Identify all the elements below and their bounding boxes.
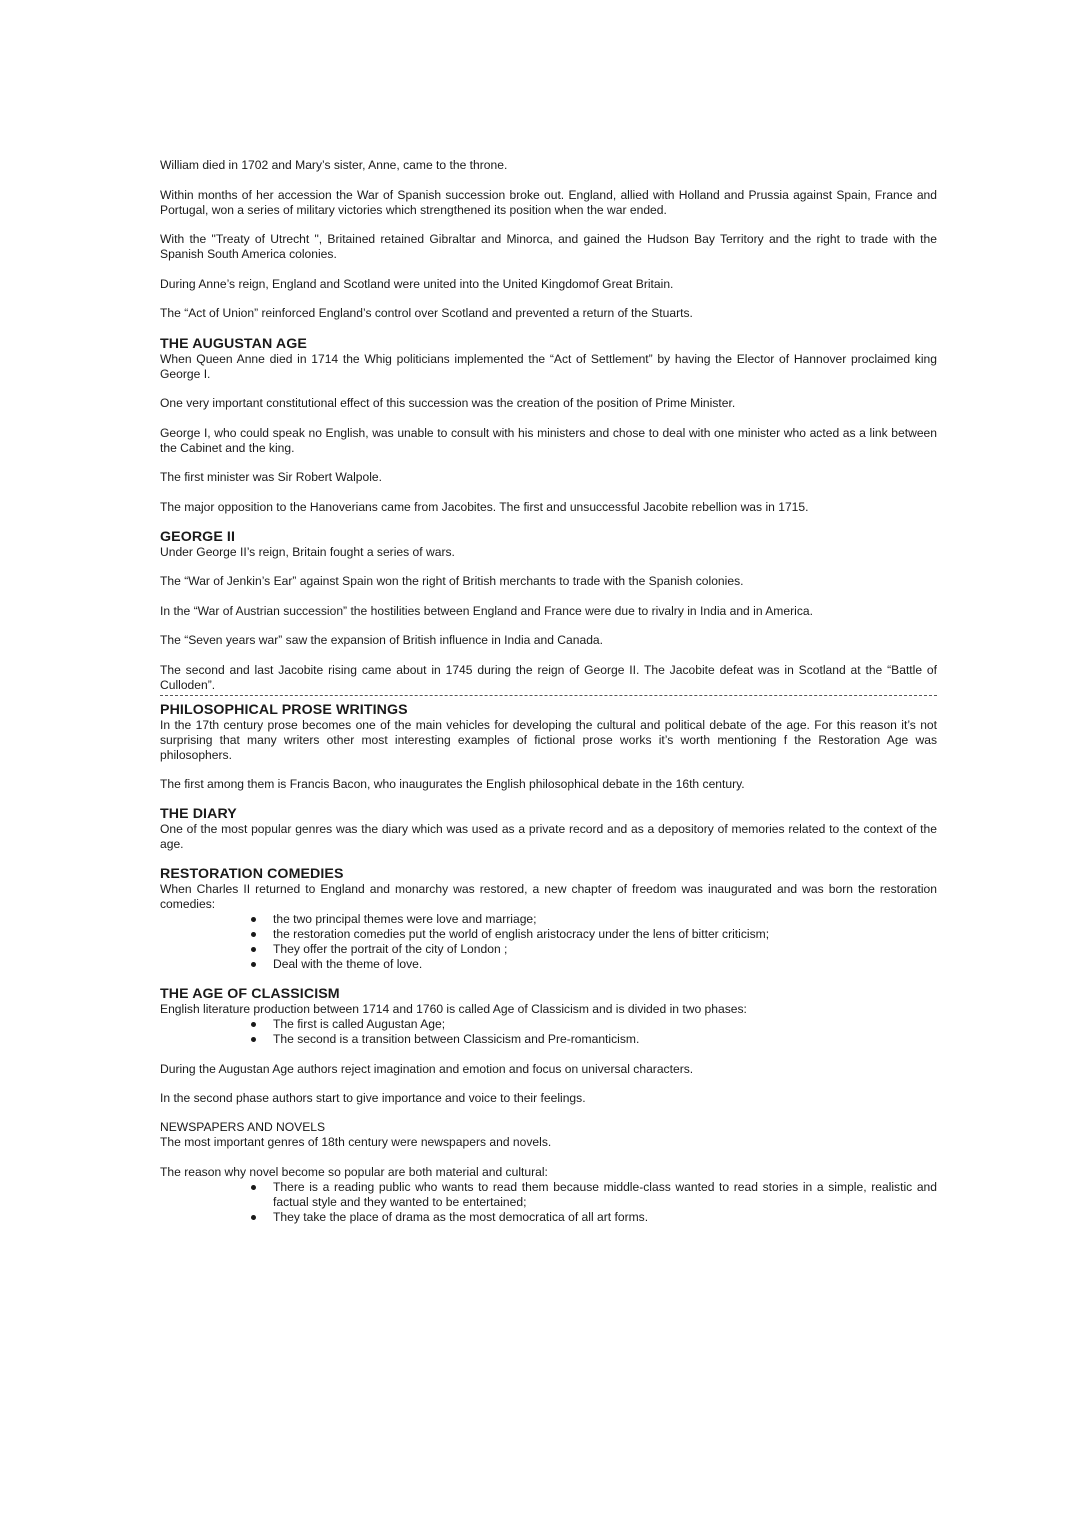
paragraph: The first among them is Francis Bacon, who inaugurates the English philosophical debate in the 16th century. (160, 777, 745, 791)
dashed-divider (160, 695, 937, 696)
paragraph: George I, who could speak no English, was unable to consult with his ministers and chose to deal with one minister who acted as a link between the Cabinet and the king. (160, 425, 937, 455)
list-item: They take the place of drama as the most democratica of all art forms. (273, 1210, 937, 1225)
section-heading: NEWSPAPERS AND NOVELS (160, 1120, 326, 1134)
paragraph: William died in 1702 and Mary’s sister, Anne, came to the throne. (160, 158, 508, 172)
section-diary (160, 806, 937, 852)
bullet-list (160, 1017, 937, 1047)
paragraph: The most important genres of 18th century were newspapers and novels. (160, 1135, 552, 1149)
paragraph: One very important constitutional effect of this succession was the creation of the position of Prime Minister. (160, 396, 736, 410)
list-item: the two principal themes were love and marriage; (273, 912, 937, 927)
section-heading: THE DIARY (160, 806, 237, 822)
paragraph: When Queen Anne died in 1714 the Whig politicians implemented the “Act of Settlement” by having the Elector of Hannover proclaimed king George I. (160, 351, 937, 381)
paragraph: The “Seven years war” saw the expansion of British influence in India and Canada. (160, 633, 604, 647)
paragraph: The second and last Jacobite rising came about in 1745 during the reign of George II. The Jacobite defeat was in Scotland at the “Battle of Culloden”. (160, 662, 937, 692)
paragraph: Within months of her accession the War of Spanish succession broke out. England, allied with Holland and Prussia against Spain, France and Portugal, won a series of military victories which strengthened its position when the war ended. (160, 187, 937, 217)
section-augustan-age (160, 336, 937, 515)
paragraph: The first minister was Sir Robert Walpole. (160, 470, 383, 484)
bullet-list (160, 1180, 937, 1225)
paragraph: One of the most popular genres was the diary which was used as a private record and as a depository of memories related to the context of the age. (160, 822, 937, 851)
paragraph: During the Augustan Age authors reject imagination and emotion and focus on universal characters. (160, 1061, 694, 1076)
section-philosophical-prose (160, 702, 937, 793)
paragraph: In the second phase authors start to give importance and voice to their feelings. (160, 1091, 586, 1105)
list-item: The second is a transition between Classicism and Pre-romanticism. (273, 1032, 937, 1047)
list-item: They offer the portrait of the city of London ; (273, 942, 937, 957)
section-restoration-comedies (160, 866, 937, 972)
paragraph: Under George II’s reign, Britain fought a series of wars. (160, 544, 455, 559)
section-heading: RESTORATION COMEDIES (160, 866, 344, 882)
paragraph: The major opposition to the Hanoverians came from Jacobites. The first and unsuccessful Jacobite rebellion was in 1715. (160, 499, 809, 514)
document-page (160, 158, 937, 1239)
list-item: Deal with the theme of love. (273, 957, 937, 972)
section-age-of-classicism (160, 986, 937, 1106)
paragraph: When Charles II returned to England and monarchy was restored, a new chapter of freedom was inaugurated and was born the restoration comedies: (160, 882, 937, 911)
section-heading: GEORGE II (160, 528, 236, 545)
paragraph: The reason why novel become so popular are both material and cultural: (160, 1164, 548, 1179)
section-george-ii (160, 529, 937, 693)
section-heading: THE AGE OF CLASSICISM (160, 986, 340, 1002)
paragraph: The “War of Jenkin’s Ear” against Spain won the right of British merchants to trade with the Spanish colonies. (160, 574, 744, 588)
paragraph: During Anne’s reign, England and Scotland were united into the United Kingdomof Great Britain. (160, 276, 674, 291)
section-heading: THE AUGUSTAN AGE (160, 335, 307, 352)
list-item: The first is called Augustan Age; (273, 1017, 937, 1032)
section-heading: PHILOSOPHICAL PROSE WRITINGS (160, 701, 408, 718)
section-newspapers-and-novels (160, 1120, 937, 1225)
paragraph: In the 17th century prose becomes one of the main vehicles for developing the cultural and political debate of the age. For this reason it’s not surprising that many writers other most interesting examples of fictional prose works it’s worth mentioning f the Restoration Age was philosophers. (160, 717, 937, 762)
list-item: the restoration comedies put the world of english aristocracy under the lens of bitter criticism; (273, 927, 937, 942)
paragraph: The “Act of Union” reinforced England’s control over Scotland and prevented a return of the Stuarts. (160, 306, 693, 320)
list-item: There is a reading public who wants to read them because middle-class wanted to read stories in a simple, realistic and factual style and they wanted to be entertained; (273, 1179, 937, 1209)
paragraph: With the "Treaty of Utrecht ", Britained retained Gibraltar and Minorca, and gained the Hudson Bay Territory and the right to trade with the Spanish South America colonies. (160, 232, 937, 261)
paragraph: English literature production between 1714 and 1760 is called Age of Classicism and is divided in two phases: (160, 1002, 747, 1016)
paragraph: In the “War of Austrian succession” the hostilities between England and France were due to rivalry in India and in America. (160, 603, 813, 618)
bullet-list (160, 912, 937, 972)
